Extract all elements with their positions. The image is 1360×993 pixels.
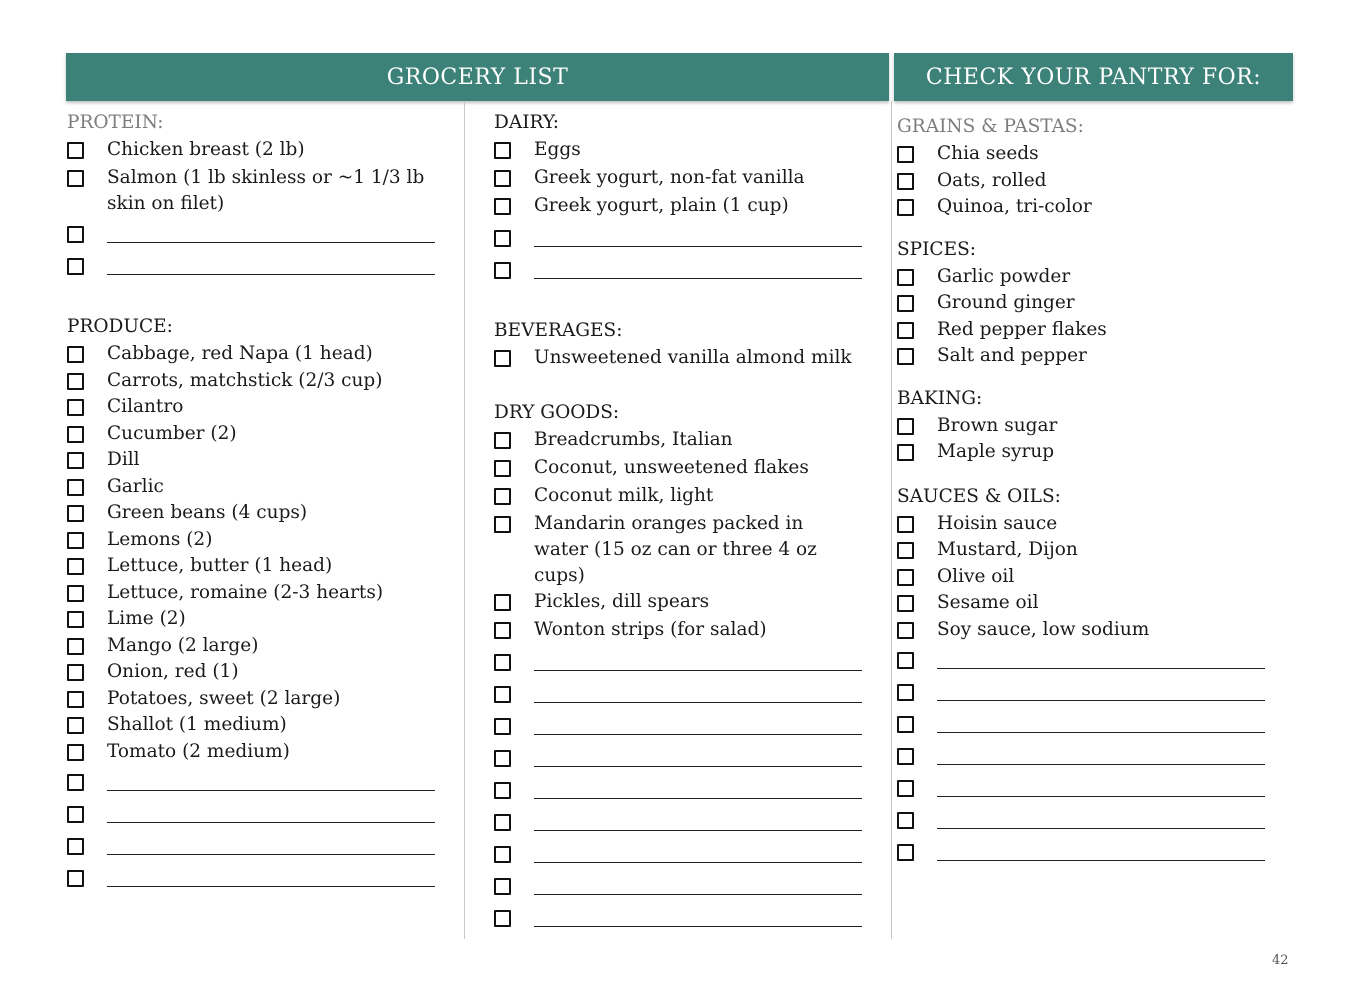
item-label: Quinoa, tri-color (937, 196, 1092, 217)
item-label: Lettuce, romaine (2-3 hearts) (107, 581, 384, 603)
list-item[interactable] (494, 455, 862, 483)
section-dry-goods (494, 401, 862, 933)
checkbox[interactable] (897, 812, 914, 829)
list-item[interactable] (897, 168, 1265, 195)
list-item[interactable] (67, 421, 435, 448)
checkbox[interactable] (67, 691, 84, 708)
write-in-line[interactable] (937, 860, 1265, 861)
checkbox[interactable] (67, 258, 84, 275)
checkbox[interactable] (897, 716, 914, 733)
item-label: Oats, rolled (937, 169, 1047, 191)
section-spices (897, 238, 1265, 370)
section-produce (67, 315, 435, 893)
checkbox[interactable] (494, 460, 511, 477)
blank-line-item[interactable] (494, 221, 862, 253)
item-label: Coconut, unsweetened flakes (534, 457, 809, 478)
write-in-line[interactable] (937, 668, 1265, 669)
write-in-line[interactable] (107, 790, 435, 791)
blank-line-item[interactable] (67, 797, 435, 829)
section-title-baking: BAKING: (897, 387, 983, 409)
checkbox[interactable] (897, 444, 914, 461)
blank-line-item[interactable] (494, 805, 862, 837)
checkbox[interactable] (494, 516, 511, 533)
item-label: Potatoes, sweet (2 large) (107, 687, 341, 709)
write-in-line[interactable] (937, 828, 1265, 829)
item-label: Hoisin sauce (937, 512, 1058, 534)
list-item[interactable] (494, 589, 862, 617)
list-item[interactable] (897, 590, 1265, 617)
item-label: Chicken breast (2 lb) (107, 139, 305, 160)
checkbox[interactable] (897, 748, 914, 765)
grocery-list-header: GROCERY LIST (66, 53, 889, 101)
blank-line-item[interactable] (897, 835, 1265, 867)
write-in-line[interactable] (937, 796, 1265, 797)
blank-line-item[interactable] (897, 675, 1265, 707)
list-item[interactable] (494, 427, 862, 455)
section-title-grains-pastas: GRAINS & PASTAS: (897, 116, 1084, 137)
checkbox[interactable] (897, 418, 914, 435)
item-label: Cucumber (2) (107, 422, 237, 444)
write-in-line[interactable] (107, 242, 435, 243)
item-label: Pickles, dill spears (534, 591, 710, 612)
section-beverages (494, 319, 862, 373)
write-in-line[interactable] (107, 854, 435, 855)
list-item[interactable] (897, 617, 1265, 644)
checkbox[interactable] (67, 373, 84, 390)
checkbox[interactable] (494, 432, 511, 449)
list-item[interactable] (897, 194, 1265, 221)
checkbox[interactable] (897, 269, 914, 286)
checkbox[interactable] (67, 426, 84, 443)
list-item[interactable] (67, 633, 435, 660)
write-in-line[interactable] (534, 926, 862, 927)
item-label: Red pepper flakes (937, 318, 1107, 340)
list-item[interactable] (67, 368, 435, 395)
blank-line-item[interactable] (897, 643, 1265, 675)
checkbox[interactable] (897, 322, 914, 339)
item-label: Mustard, Dijon (937, 539, 1078, 560)
list-item[interactable] (67, 606, 435, 633)
list-item[interactable] (897, 537, 1265, 564)
list-item[interactable] (897, 343, 1265, 370)
item-label: Coconut milk, light (534, 485, 714, 506)
item-label: Mango (2 large) (107, 634, 259, 656)
blank-line-item[interactable] (67, 217, 435, 249)
checkbox[interactable] (897, 622, 914, 639)
item-label: Greek yogurt, plain (1 cup) (534, 195, 789, 216)
list-item[interactable] (67, 686, 435, 713)
section-title-spices: SPICES: (897, 238, 976, 260)
checkbox[interactable] (494, 262, 511, 279)
item-label: Brown sugar (937, 414, 1058, 436)
list-item[interactable] (494, 165, 862, 193)
blank-line-item[interactable] (494, 869, 862, 901)
checkbox[interactable] (67, 226, 84, 243)
column-pantry (897, 115, 1265, 867)
checkbox[interactable] (494, 686, 511, 703)
blank-line-item[interactable] (494, 709, 862, 741)
list-item[interactable] (494, 511, 862, 589)
item-label: Maple syrup (937, 441, 1055, 462)
checkbox[interactable] (494, 910, 511, 927)
item-label: Eggs (534, 139, 581, 160)
checkbox[interactable] (897, 844, 914, 861)
checkbox[interactable] (67, 558, 84, 575)
item-label: Dill (107, 449, 140, 470)
item-label: Unsweetened vanilla almond milk (534, 347, 852, 368)
write-in-line[interactable] (534, 894, 862, 895)
list-item[interactable] (897, 317, 1265, 344)
checkbox[interactable] (67, 744, 84, 761)
checkbox[interactable] (67, 664, 84, 681)
item-label: Green beans (4 cups) (107, 502, 308, 523)
checkbox[interactable] (494, 622, 511, 639)
checkbox[interactable] (67, 870, 84, 887)
item-label: Garlic powder (937, 265, 1071, 287)
list-item[interactable] (67, 659, 435, 686)
list-item[interactable] (67, 580, 435, 607)
section-title-dry-goods: DRY GOODS: (494, 402, 620, 423)
blank-line-item[interactable] (494, 253, 862, 285)
item-label: Chia seeds (937, 143, 1039, 164)
item-label: Lemons (2) (107, 528, 213, 550)
column-divider (464, 101, 465, 939)
checkbox[interactable] (494, 750, 511, 767)
write-in-line[interactable] (534, 734, 862, 735)
item-label: Wonton strips (for salad) (534, 619, 767, 640)
list-item[interactable] (897, 511, 1265, 538)
checkbox[interactable] (897, 516, 914, 533)
list-item[interactable] (897, 439, 1265, 466)
checkbox[interactable] (494, 878, 511, 895)
list-item[interactable] (67, 394, 435, 421)
item-label: Tomato (2 medium) (107, 740, 290, 762)
write-in-line[interactable] (534, 246, 862, 247)
section-dairy (494, 111, 862, 285)
checkbox[interactable] (67, 638, 84, 655)
checkbox[interactable] (494, 350, 511, 367)
checkbox[interactable] (897, 173, 914, 190)
blank-line-item[interactable] (67, 829, 435, 861)
item-label: Olive oil (937, 565, 1015, 587)
checkbox[interactable] (494, 488, 511, 505)
blank-line-item[interactable] (494, 677, 862, 709)
checkbox[interactable] (67, 806, 84, 823)
blank-line-item[interactable] (897, 739, 1265, 771)
checkbox[interactable] (897, 652, 914, 669)
checkbox[interactable] (897, 348, 914, 365)
section-protein (67, 111, 435, 281)
list-item[interactable] (897, 141, 1265, 168)
item-label: Salmon (1 lb skinless or ~1 1/3 lb skin on filet) (107, 167, 425, 214)
list-item[interactable] (494, 345, 862, 373)
checkbox[interactable] (67, 774, 84, 791)
list-item[interactable] (67, 527, 435, 554)
section-title-dairy: DAIRY: (494, 112, 560, 133)
item-label: Carrots, matchstick (2/3 cup) (107, 369, 383, 391)
list-item[interactable] (67, 712, 435, 739)
write-in-line[interactable] (534, 702, 862, 703)
list-item[interactable] (67, 474, 435, 501)
list-item[interactable] (67, 553, 435, 580)
item-label: Breadcrumbs, Italian (534, 429, 733, 450)
list-item[interactable] (494, 483, 862, 511)
checkbox[interactable] (494, 846, 511, 863)
checkbox[interactable] (67, 452, 84, 469)
checkbox[interactable] (67, 838, 84, 855)
checkbox[interactable] (67, 346, 84, 363)
list-item[interactable] (67, 447, 435, 474)
checkbox[interactable] (494, 594, 511, 611)
blank-line-item[interactable] (897, 707, 1265, 739)
checkbox[interactable] (897, 542, 914, 559)
item-label: Shallot (1 medium) (107, 714, 287, 735)
list-item[interactable] (67, 137, 435, 165)
item-label: Soy sauce, low sodium (937, 618, 1150, 640)
checkbox[interactable] (494, 718, 511, 735)
blank-line-item[interactable] (67, 861, 435, 893)
item-label: Lettuce, butter (1 head) (107, 555, 333, 576)
write-in-line[interactable] (107, 886, 435, 887)
write-in-line[interactable] (534, 670, 862, 671)
checkbox[interactable] (494, 170, 511, 187)
item-label: Mandarin oranges packed in water (15 oz can or three 4 oz cups) (534, 513, 817, 586)
item-label: Lime (2) (107, 608, 186, 629)
checkbox[interactable] (67, 142, 84, 159)
item-label: Cilantro (107, 396, 184, 417)
checkbox[interactable] (67, 505, 84, 522)
checkbox[interactable] (67, 611, 84, 628)
checkbox[interactable] (897, 780, 914, 797)
list-item[interactable] (67, 500, 435, 527)
checkbox[interactable] (67, 532, 84, 549)
blank-line-item[interactable] (897, 803, 1265, 835)
list-item[interactable] (494, 617, 862, 645)
checkbox[interactable] (494, 782, 511, 799)
checkbox[interactable] (897, 595, 914, 612)
checkbox[interactable] (67, 170, 84, 187)
blank-line-item[interactable] (494, 741, 862, 773)
write-in-line[interactable] (937, 732, 1265, 733)
column-dairy-beverages-drygoods (494, 111, 862, 933)
list-item[interactable] (897, 564, 1265, 591)
write-in-line[interactable] (534, 862, 862, 863)
checkbox[interactable] (494, 654, 511, 671)
item-label: Onion, red (1) (107, 661, 239, 682)
section-sauces-oils (897, 485, 1265, 868)
checkbox[interactable] (494, 142, 511, 159)
list-item[interactable] (494, 193, 862, 221)
blank-line-item[interactable] (494, 773, 862, 805)
checkbox[interactable] (897, 146, 914, 163)
write-in-line[interactable] (937, 764, 1265, 765)
section-title-produce: PRODUCE: (67, 316, 173, 337)
checkbox[interactable] (67, 479, 84, 496)
write-in-line[interactable] (107, 822, 435, 823)
checkbox[interactable] (67, 585, 84, 602)
write-in-line[interactable] (534, 278, 862, 279)
list-item[interactable] (897, 290, 1265, 317)
list-item[interactable] (67, 165, 435, 217)
blank-line-item[interactable] (897, 771, 1265, 803)
checkbox[interactable] (67, 399, 84, 416)
blank-line-item[interactable] (494, 901, 862, 933)
blank-line-item[interactable] (67, 249, 435, 281)
item-label: Salt and pepper (937, 345, 1087, 366)
list-item[interactable] (897, 264, 1265, 291)
column-protein-produce (67, 111, 435, 893)
blank-line-item[interactable] (67, 765, 435, 797)
section-title-sauces-oils: SAUCES & OILS: (897, 485, 1061, 507)
checkbox[interactable] (67, 717, 84, 734)
section-grains-pastas (897, 115, 1265, 221)
section-baking (897, 387, 1265, 466)
write-in-line[interactable] (534, 766, 862, 767)
item-label: Sesame oil (937, 592, 1039, 613)
item-label: Greek yogurt, non-fat vanilla (534, 167, 805, 188)
list-item[interactable] (67, 739, 435, 766)
write-in-line[interactable] (534, 798, 862, 799)
write-in-line[interactable] (937, 700, 1265, 701)
pantry-header: CHECK YOUR PANTRY FOR: (894, 53, 1293, 101)
item-label: Garlic (107, 475, 164, 497)
write-in-line[interactable] (534, 830, 862, 831)
list-item[interactable] (494, 137, 862, 165)
checkbox[interactable] (494, 230, 511, 247)
item-label: Cabbage, red Napa (1 head) (107, 343, 373, 364)
blank-line-item[interactable] (494, 837, 862, 869)
section-title-beverages: BEVERAGES: (494, 320, 623, 341)
checkbox[interactable] (897, 295, 914, 312)
blank-line-item[interactable] (494, 645, 862, 677)
column-divider (891, 101, 892, 939)
checkbox[interactable] (494, 198, 511, 215)
section-title-protein: PROTEIN: (67, 112, 164, 133)
checkbox[interactable] (897, 199, 914, 216)
write-in-line[interactable] (107, 274, 435, 275)
checkbox[interactable] (897, 684, 914, 701)
item-label: Ground ginger (937, 292, 1075, 313)
checkbox[interactable] (897, 569, 914, 586)
checkbox[interactable] (494, 814, 511, 831)
list-item[interactable] (897, 413, 1265, 440)
page-number: 42 (1272, 953, 1289, 968)
list-item[interactable] (67, 341, 435, 368)
